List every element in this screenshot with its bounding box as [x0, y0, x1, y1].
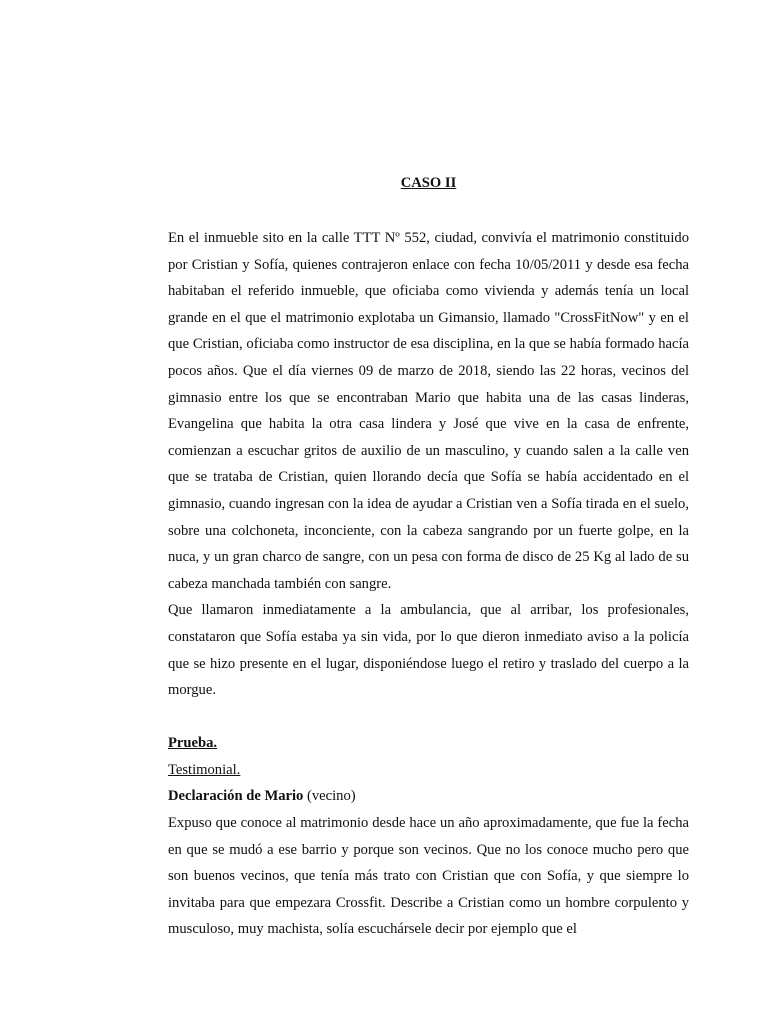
declaration-role: (vecino): [303, 788, 356, 805]
declaration-label: Declaración de Mario: [168, 788, 304, 805]
declaration-paragraph: Expuso que conoce al matrimonio desde hace un año aproximadamente, que fue la fecha en que se mudó a ese barrio y porque son vecinos. Que no los conoce mucho pero que son buenos vecinos, que tenía más trato con Cristian que con Sofía, y que siempre lo invitaba para que empezara Crossfit. Describe a Cristian como un hombre corpulento y musculoso, muy machista, solía escuchársele decir por ejemplo que el: [168, 815, 689, 938]
document-title: CASO II: [400, 175, 457, 191]
document-body: [168, 172, 689, 943]
case-paragraph-2: Que llamaron inmediatamente a la ambulancia, que al arribar, los profesionales, constataron que Sofía estaba ya sin vida, por lo que dieron inmediato aviso a la policía que se hizo presente en el lugar, disponiéndose luego el retiro y traslado del cuerpo a la morgue.: [168, 602, 689, 699]
section-heading-prueba: Prueba.: [168, 735, 218, 752]
declaration-heading: [168, 783, 689, 810]
spacer: [168, 704, 689, 731]
subsection-heading-testimonial: Testimonial.: [168, 761, 241, 778]
case-paragraph-1: En el inmueble sito en la calle TTT Nº 552, ciudad, convivía el matrimonio constituido por Cristian y Sofía, quienes contrajeron enlace con fecha 10/05/2011 y desde esa fecha habitaban el referido inmueble, que oficiaba como vivienda y además tenía un local grande en el que el matrimonio explotaba un Gimansio, llamado "CrossFitNow" y en el que Cristian, oficiaba como instructor de esa disciplina, en la que se había formado hacía pocos años. Que el día viernes 09 de marzo de 2018, siendo las 22 horas, vecinos del gimnasio entre los que se encontraban Mario que habita una de las casas linderas, Evangelina que habita la otra casa lindera y José que vive en la casa de enfrente, comienzan a escuchar gritos de auxilio de un masculino, y cuando salen a la calle ven que se trataba de Cristian, quien llorando decía que Sofía se había accidentado en el gimnasio, cuando ingresan con la idea de ayudar a Cristian ven a Sofía tirada en el suelo, sobre una colchoneta, inconciente, con la cabeza sangrando por un fuerte golpe, en la nuca, y un gran charco de sangre, con un pesa con forma de disco de 25 Kg al lado de su cabeza manchada también con sangre.: [168, 230, 689, 592]
